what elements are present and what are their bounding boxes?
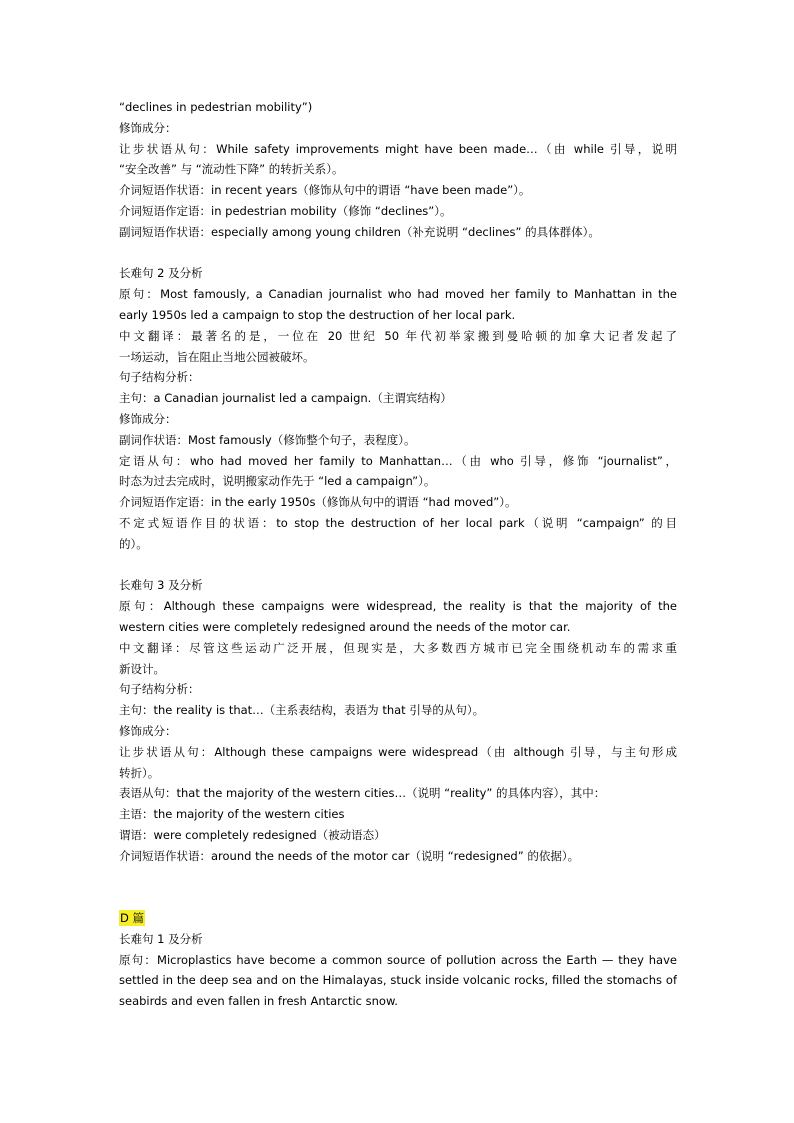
paragraph-gap <box>119 243 677 264</box>
sentence-heading-3: 长难句 3 及分析 <box>119 578 203 593</box>
chinese-translation: 中文翻译：最著名的是，一位在 20 世纪 50 年代初举家搬到曼哈顿的加拿大记者发起了 <box>119 328 677 343</box>
document-page <box>119 97 677 1012</box>
text-line: 一场运动，旨在阻止当地公园被破坏。 <box>119 349 315 364</box>
text-line: 新设计。 <box>119 661 165 676</box>
text-line: 介词短语作状语：around the needs of the motor car（说明 “redesigned” 的依据）。 <box>119 848 580 863</box>
part-d-heading <box>119 908 677 929</box>
text-line: 定语从句：who had moved her family to Manhattan…（由 who 引导，修饰 “journalist”， <box>119 453 677 468</box>
text-line: early 1950s led a campaign to stop the destruction of her local park. <box>119 307 516 322</box>
text-line: settled in the deep sea and on the Himalayas, stuck inside volcanic rocks, filled the stomachs of <box>119 973 677 988</box>
text-line: 转折）。 <box>119 765 160 780</box>
section-label-modifiers: 修饰成分： <box>119 120 177 135</box>
text-line: western cities were completely redesigned around the needs of the motor car. <box>119 619 571 634</box>
text-line: 副词作状语：Most famously（修饰整个句子，表程度）。 <box>119 432 416 447</box>
text-line: 介词短语作定语：in the early 1950s（修饰从句中的谓语 “had moved”）。 <box>119 495 517 510</box>
text-line: 主句：a Canadian journalist led a campaign.（主谓宾结构） <box>119 391 452 406</box>
sentence-heading-2: 长难句 2 及分析 <box>119 266 203 281</box>
paragraph-gap <box>119 866 677 887</box>
part-d-label: D 篇 <box>120 911 145 926</box>
section-label-structure: 句子结构分析： <box>119 682 200 697</box>
text-line: 副词短语作状语：especially among young children（补充说明 “declines” 的具体群体）。 <box>119 224 600 239</box>
text-line: 主语：the majority of the western cities <box>119 807 345 822</box>
text-line: 介词短语作定语：in pedestrian mobility（修饰 “declines”）。 <box>119 203 452 218</box>
text-line: 时态为过去完成时，说明搬家动作先于 “led a campaign”）。 <box>119 474 436 489</box>
text-line: 让步状语从句：While safety improvements might have been made…（由 while 引导，说明 <box>119 141 677 156</box>
section-label-structure: 句子结构分析： <box>119 370 200 385</box>
section-label-modifiers: 修饰成分： <box>119 723 177 738</box>
paragraph-gap <box>119 555 677 576</box>
original-sentence: 原句：Microplastics have become a common source of pollution across the Earth — they have <box>119 952 677 967</box>
text-line: “declines in pedestrian mobility”) <box>119 100 313 114</box>
text-line: “安全改善” 与 “流动性下降” 的转折关系）。 <box>119 162 344 177</box>
sentence-heading-1: 长难句 1 及分析 <box>119 931 203 946</box>
paragraph-gap <box>119 887 677 908</box>
text-line: 谓语：were completely redesigned（被动语态） <box>119 827 386 842</box>
original-sentence: 原句：Although these campaigns were widespread, the reality is that the majority of the <box>119 599 677 614</box>
text-line: 的）。 <box>119 536 148 551</box>
text-line: 不定式短语作目的状语：to stop the destruction of her local park（说明 “campaign” 的目 <box>119 515 677 530</box>
text-line: 介词短语作状语：in recent years（修饰从句中的谓语 “have been made”）。 <box>119 183 531 198</box>
text-line: 让步状语从句：Although these campaigns were widespread（由 although 引导，与主句形成 <box>119 744 677 759</box>
text-line: seabirds and even fallen in fresh Antarctic snow. <box>119 994 398 1009</box>
chinese-translation: 中文翻译：尽管这些运动广泛开展，但现实是，大多数西方城市已完全围绕机动车的需求重 <box>119 640 677 655</box>
section-label-modifiers: 修饰成分： <box>119 411 177 426</box>
original-sentence: 原句：Most famously, a Canadian journalist who had moved her family to Manhattan in the <box>119 287 677 302</box>
text-line: 主句：the reality is that…（主系表结构，表语为 that 引导的从句）。 <box>119 703 485 718</box>
text-line: 表语从句：that the majority of the western cities…（说明 “reality” 的具体内容），其中： <box>119 786 606 801</box>
